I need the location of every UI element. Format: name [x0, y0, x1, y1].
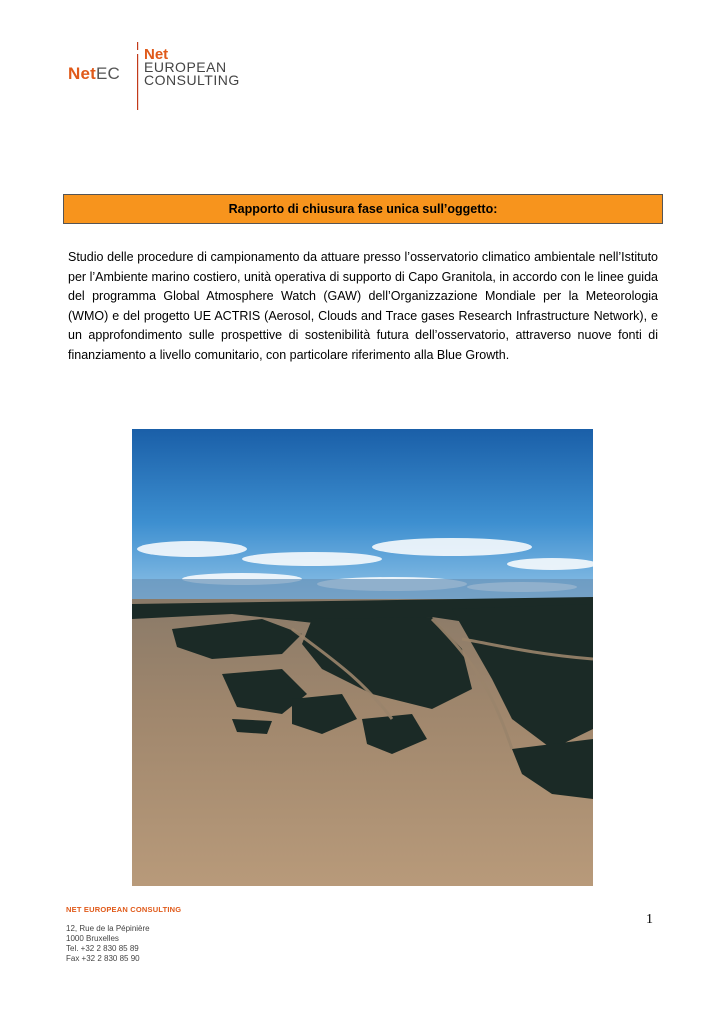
report-title: Rapporto di chiusura fase unica sull’oggetto: [228, 202, 498, 216]
footer-address-street: 12, Rue de la Pépinière [66, 924, 150, 933]
river-delta-aerial-photo [132, 429, 593, 886]
logo-word-consulting: CONSULTING [144, 72, 240, 88]
page-number: 1 [646, 912, 653, 927]
footer-telephone: Tel. +32 2 830 85 89 [66, 944, 139, 953]
footer-company-name: NET EUROPEAN CONSULTING [66, 905, 182, 914]
footer-contact [66, 905, 206, 964]
logo-word-net: Net [144, 46, 169, 63]
footer-fax: Fax +32 2 830 85 90 [66, 954, 140, 963]
logo-divider-line [136, 40, 139, 112]
logo-word-european: EUROPEAN [144, 59, 227, 75]
report-title-box [63, 194, 663, 224]
company-logo [60, 40, 255, 114]
logo-netec-prefix: Net [68, 64, 96, 83]
logo-wordmark [144, 48, 240, 87]
logo-netec-suffix: EC [96, 64, 121, 83]
logo-netec-mark [68, 64, 120, 84]
report-body-paragraph: Studio delle procedure di campionamento da attuare presso l’osservatorio climatico ambientale nell’Istituto per l’Ambiente marino costiero, unità operativa di supporto di Capo Granitola, in accordo con le linee guida del programma Global Atmosphere Watch (GAW) dell’Organizzazione Mondiale per la Meteorologia (WMO) e del progetto UE ACTRIS (Aerosol, Clouds and Trace gases Research Infrastructure Network), e un approfondimento sulle prospettive di sostenibilità futura dell’osservatorio, attraverso nuove fonti di finanziamento a livello comunitario, con particolare riferimento alla Blue Growth. [68, 250, 658, 362]
footer-address-city: 1000 Bruxelles [66, 934, 119, 943]
